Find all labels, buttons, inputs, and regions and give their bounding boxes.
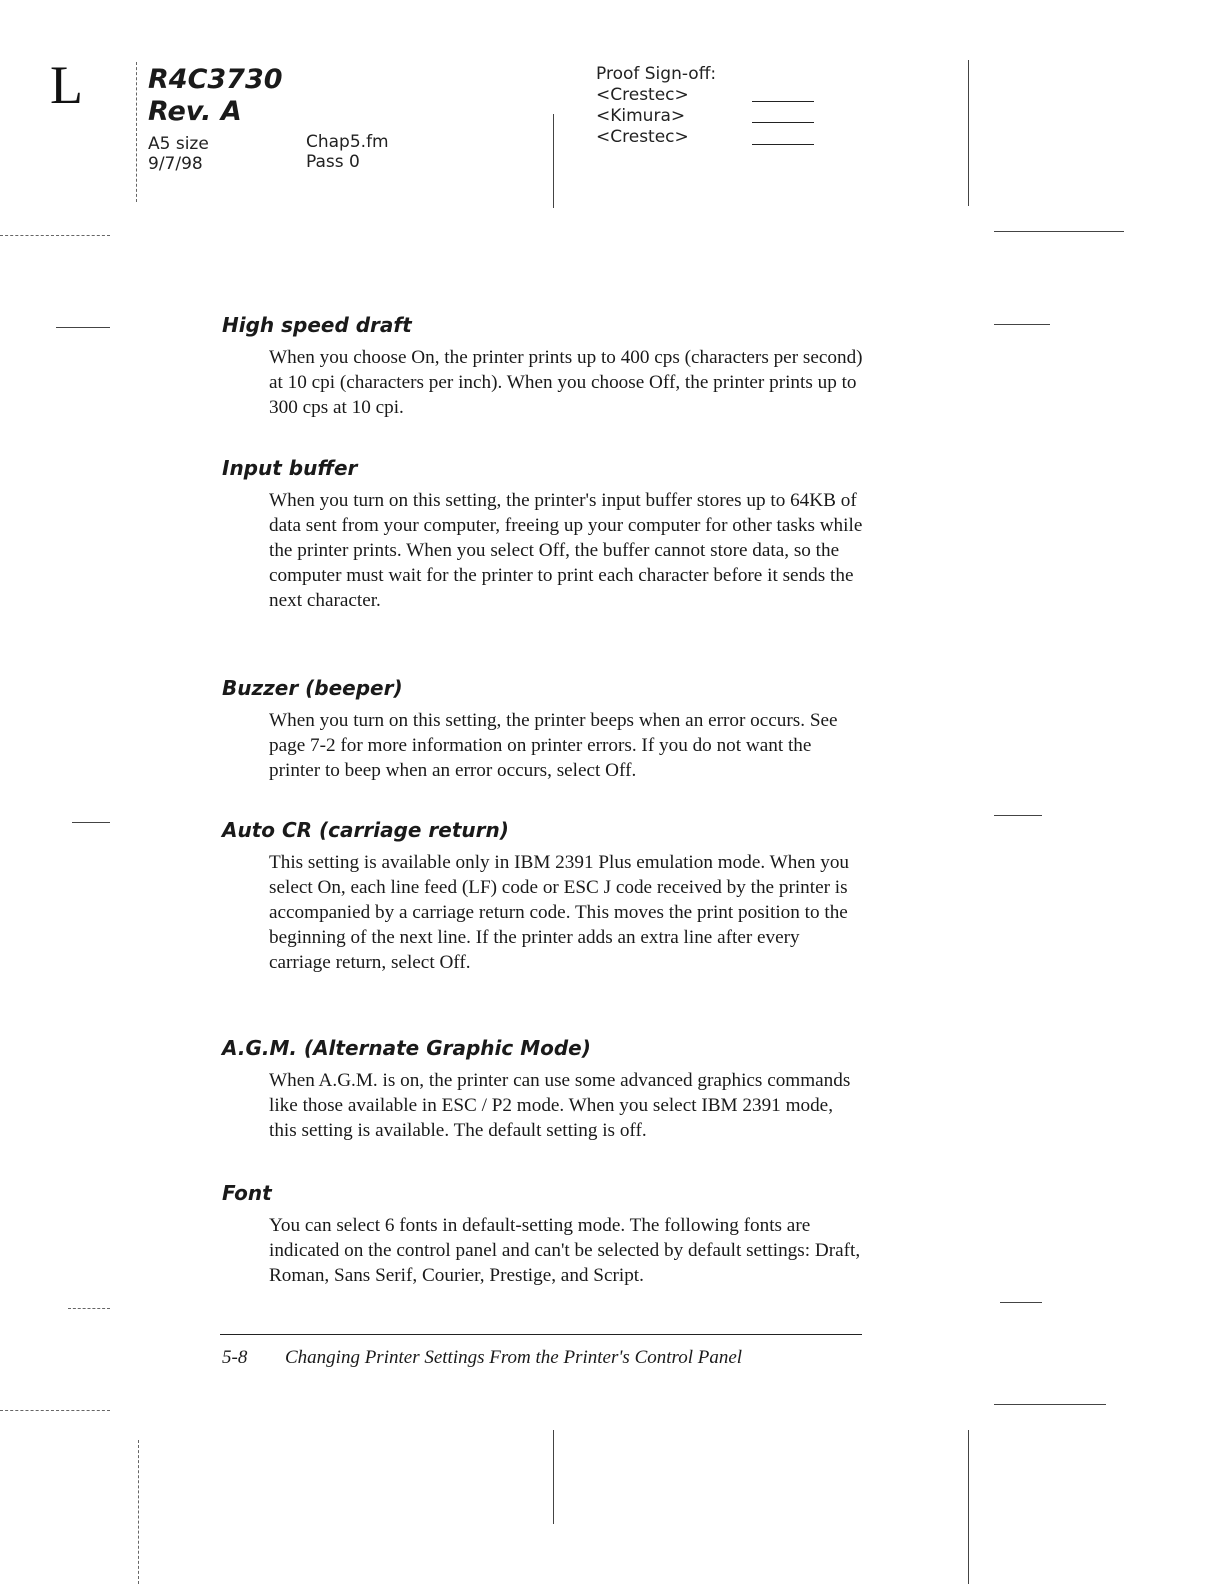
section-buzzer (222, 678, 872, 783)
section-title: Font (222, 1181, 272, 1205)
crop-mark (553, 1430, 554, 1524)
proof-signoff-title: Proof Sign-off: (596, 64, 717, 84)
signoff-entry: <Crestec> (596, 85, 689, 105)
crop-mark (994, 324, 1050, 325)
crop-mark (56, 327, 110, 328)
document-date: 9/7/98 (148, 154, 203, 174)
signoff-entry: <Crestec> (596, 127, 689, 147)
section-font (222, 1183, 872, 1288)
signoff-line (752, 101, 814, 102)
signoff-line (752, 122, 814, 123)
crop-mark (138, 1440, 139, 1584)
section-auto-cr (222, 820, 872, 975)
paper-size: A5 size (148, 134, 209, 154)
corner-mark: L (50, 55, 83, 115)
crop-mark (1000, 1302, 1042, 1303)
signoff-entry: <Kimura> (596, 106, 686, 126)
section-body: When you turn on this setting, the printer's input buffer stores up to 64KB of data sent from your computer, freeing up your computer for other tasks while the printer prints. When you select Off, the buffer cannot store data, so the computer must wait for the printer to print each character before it sends the next character. (269, 490, 863, 611)
running-footer-title: Changing Printer Settings From the Printer's Control Panel (285, 1347, 743, 1368)
section-high-speed-draft (222, 315, 872, 420)
document-code: R4C3730 (148, 64, 283, 95)
section-title: Buzzer (beeper) (222, 676, 403, 700)
section-title: High speed draft (222, 313, 412, 337)
crop-mark (994, 231, 1124, 232)
crop-mark (0, 1410, 110, 1411)
header-center-divider (553, 114, 554, 208)
section-body: You can select 6 fonts in default-setting mode. The following fonts are indicated on the control panel and can't be selected by default settings: Draft, Roman, Sans Serif, Courier, Prestige, and Script. (269, 1215, 861, 1286)
section-body: When you turn on this setting, the printer beeps when an error occurs. See page 7-2 for more information on printer errors. If you do not want the printer to beep when an error occurs, select Off. (269, 710, 838, 781)
crop-mark (68, 1308, 110, 1309)
section-title: Auto CR (carriage return) (222, 818, 509, 842)
file-name: Chap5.fm (306, 132, 389, 152)
page-number: 5-8 (222, 1347, 248, 1368)
header-left-divider (136, 62, 137, 202)
crop-mark (72, 822, 110, 823)
pass-number: Pass 0 (306, 152, 360, 172)
footer-rule (220, 1334, 862, 1335)
section-title: Input buffer (222, 456, 358, 480)
signoff-line (752, 144, 814, 145)
crop-mark (0, 235, 110, 236)
section-body: This setting is available only in IBM 2391 Plus emulation mode. When you select On, each line feed (LF) code or ESC J code received by the printer is accompanied by a carriage return code. This moves the print position to the beginning of the next line. If the printer adds an extra line after every carriage return, select Off. (269, 852, 850, 973)
document-revision: Rev. A (148, 96, 242, 127)
section-input-buffer (222, 458, 872, 613)
section-body: When you choose On, the printer prints up to 400 cps (characters per second) at 10 cpi (characters per inch). When you choose Off, the printer prints up to 300 cps at 10 cpi. (269, 347, 863, 418)
header-right-divider (968, 60, 969, 206)
section-body: When A.G.M. is on, the printer can use some advanced graphics commands like those available in ESC / P2 mode. When you select IBM 2391 mode, this setting is available. The default setting is off. (269, 1070, 851, 1141)
section-title: A.G.M. (Alternate Graphic Mode) (222, 1036, 591, 1060)
crop-mark (994, 815, 1042, 816)
section-agm (222, 1038, 872, 1143)
crop-mark (968, 1430, 969, 1584)
crop-mark (994, 1404, 1106, 1405)
